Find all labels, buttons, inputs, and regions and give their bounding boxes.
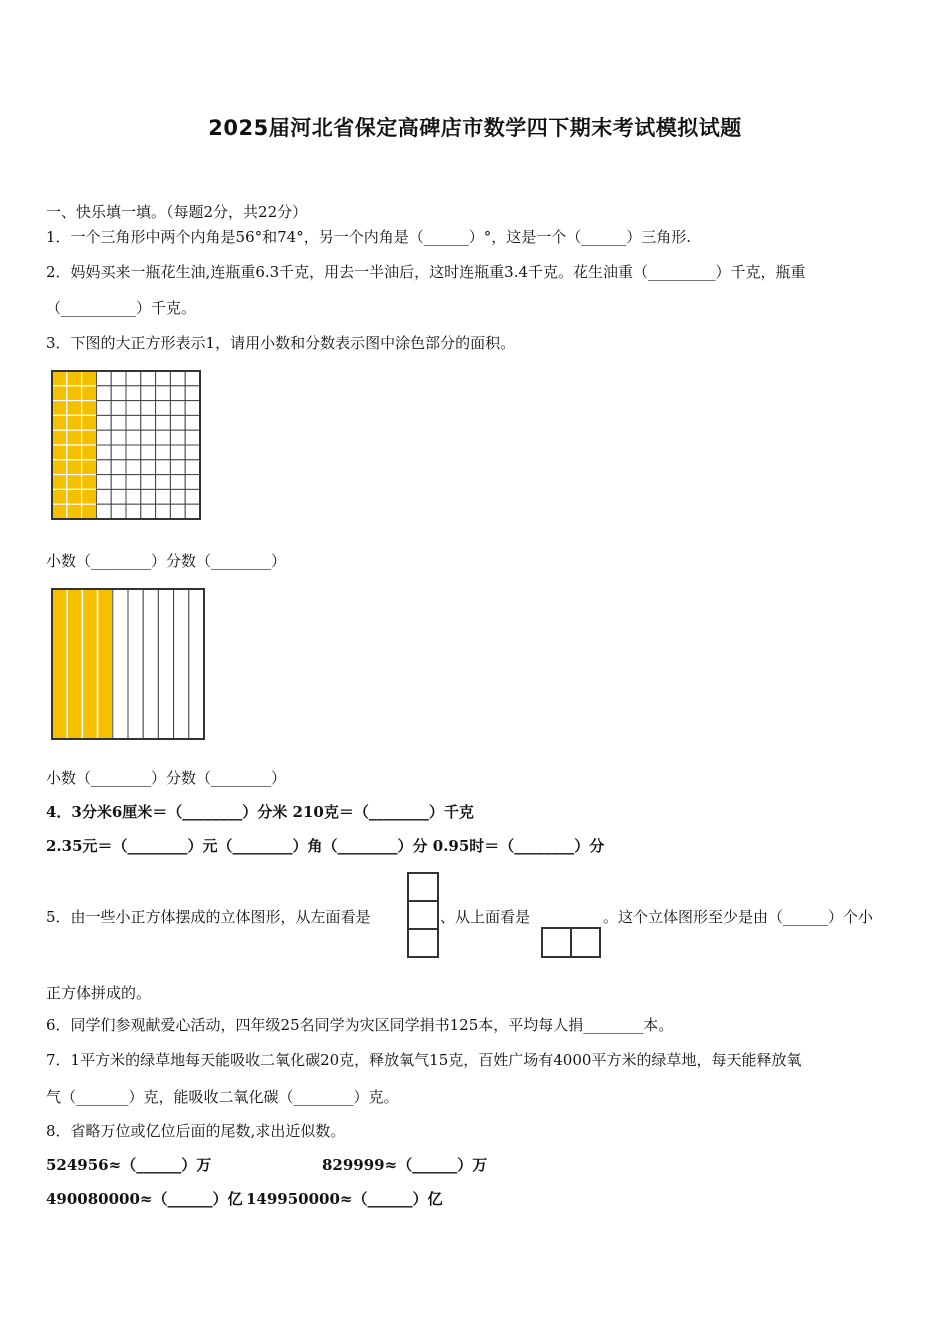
shaded-strip bbox=[82, 589, 97, 739]
question-5-part-1: 5．由一些小正方体摆成的立体图形，从左面看是 bbox=[46, 908, 371, 926]
grid-cell bbox=[170, 445, 185, 460]
shaded-cell bbox=[52, 430, 67, 445]
shaded-cell bbox=[82, 386, 97, 401]
grid-cell bbox=[111, 430, 126, 445]
question-5-part-3: 。这个立体图形至少是由（______）个小 bbox=[603, 908, 874, 926]
grid-cell bbox=[111, 401, 126, 416]
shaded-cell bbox=[82, 504, 97, 519]
strip bbox=[158, 589, 173, 739]
shaded-cell bbox=[82, 430, 97, 445]
shaded-cell bbox=[82, 460, 97, 475]
grid-cell bbox=[96, 475, 111, 490]
shaded-cell bbox=[67, 430, 82, 445]
grid-cell bbox=[126, 460, 141, 475]
strip bbox=[128, 589, 143, 739]
grid-cell bbox=[185, 415, 200, 430]
grid-cell bbox=[141, 386, 156, 401]
grid-cell bbox=[141, 489, 156, 504]
section-heading: 一、快乐填一填。（每题2分，共22分） bbox=[46, 203, 308, 221]
grid-cell bbox=[156, 415, 171, 430]
left-view-cube bbox=[407, 900, 439, 930]
question-2-line-1: 2．妈妈买来一瓶花生油,连瓶重6.3千克，用去一半油后，这时连瓶重3.4千克。花生油重（_________）千克，瓶重 bbox=[46, 263, 806, 281]
strip bbox=[113, 589, 128, 739]
grid-cell bbox=[126, 489, 141, 504]
grid-cell bbox=[96, 445, 111, 460]
grid-cell bbox=[156, 430, 171, 445]
grid-cell bbox=[141, 415, 156, 430]
grid-figure-1 bbox=[48, 368, 204, 522]
grid-cell bbox=[96, 460, 111, 475]
grid-cell bbox=[185, 430, 200, 445]
grid-cell bbox=[126, 504, 141, 519]
grid-cell bbox=[111, 415, 126, 430]
question-8-b: 829999≈（______）万 bbox=[322, 1156, 488, 1174]
shaded-cell bbox=[67, 489, 82, 504]
question-5-line-2: 正方体拼成的。 bbox=[46, 984, 152, 1002]
shaded-cell bbox=[67, 386, 82, 401]
grid-cell bbox=[185, 401, 200, 416]
shaded-cell bbox=[67, 504, 82, 519]
grid-cell bbox=[126, 430, 141, 445]
grid-cell bbox=[111, 475, 126, 490]
grid-cell bbox=[185, 489, 200, 504]
page-title: 2025届河北省保定高碑店市数学四下期末考试模拟试题 bbox=[208, 116, 742, 140]
shaded-cell bbox=[52, 460, 67, 475]
shaded-cell bbox=[82, 371, 97, 386]
grid-cell bbox=[141, 445, 156, 460]
shaded-cell bbox=[52, 489, 67, 504]
shaded-strip bbox=[52, 589, 67, 739]
left-view-cube bbox=[407, 872, 439, 902]
grid-cell bbox=[96, 504, 111, 519]
shaded-cell bbox=[67, 460, 82, 475]
question-1: 1．一个三角形中两个内角是56°和74°，另一个内角是（______）°，这是一个（______）三角形. bbox=[46, 228, 691, 246]
shaded-cell bbox=[82, 415, 97, 430]
grid-cell bbox=[141, 475, 156, 490]
grid-cell bbox=[156, 504, 171, 519]
top-view-cube bbox=[570, 927, 601, 958]
grid-cell bbox=[156, 475, 171, 490]
grid-cell bbox=[156, 401, 171, 416]
shaded-cell bbox=[82, 445, 97, 460]
grid-cell bbox=[156, 489, 171, 504]
question-5-part-2: 、从上面看是 bbox=[440, 908, 531, 926]
question-8-d: 149950000≈（______）亿 bbox=[246, 1190, 443, 1208]
grid-cell bbox=[96, 371, 111, 386]
grid-cell bbox=[111, 460, 126, 475]
shaded-cell bbox=[67, 401, 82, 416]
grid-cell bbox=[185, 445, 200, 460]
question-4-line-1: 4．3分米6厘米＝（________）分米 210克＝（________）千克 bbox=[46, 803, 474, 821]
grid-cell bbox=[141, 460, 156, 475]
grid-cell bbox=[156, 371, 171, 386]
question-6: 6．同学们参观献爱心活动，四年级25名同学为灾区同学捐书125本，平均每人捐________本。 bbox=[46, 1016, 674, 1034]
strip bbox=[189, 589, 204, 739]
grid-cell bbox=[126, 445, 141, 460]
grid-cell bbox=[126, 371, 141, 386]
top-view-cube bbox=[541, 927, 572, 958]
shaded-cell bbox=[67, 415, 82, 430]
grid-cell bbox=[170, 386, 185, 401]
strip bbox=[143, 589, 158, 739]
grid-cell bbox=[170, 430, 185, 445]
question-3-answer-1: 小数（________）分数（________） bbox=[46, 552, 287, 570]
grid-cell bbox=[96, 489, 111, 504]
grid-cell bbox=[141, 401, 156, 416]
grid-cell bbox=[170, 504, 185, 519]
grid-cell bbox=[111, 371, 126, 386]
grid-cell bbox=[170, 415, 185, 430]
grid-cell bbox=[126, 401, 141, 416]
shaded-strip bbox=[98, 589, 113, 739]
grid-cell bbox=[126, 386, 141, 401]
grid-cell bbox=[156, 460, 171, 475]
shaded-cell bbox=[67, 475, 82, 490]
shaded-cell bbox=[52, 386, 67, 401]
question-7-line-1: 7．1平方米的绿草地每天能吸收二氧化碳20克，释放氧气15克，百姓广场有4000平方米的绿草地，每天能释放氧 bbox=[46, 1051, 802, 1069]
shaded-cell bbox=[52, 445, 67, 460]
grid-cell bbox=[170, 460, 185, 475]
left-view-cube bbox=[407, 928, 439, 958]
grid-cell bbox=[170, 371, 185, 386]
grid-cell bbox=[111, 386, 126, 401]
shaded-strip bbox=[67, 589, 82, 739]
shaded-cell bbox=[82, 401, 97, 416]
question-4-line-2: 2.35元＝（________）元（________）角（________）分 0.95时＝（________）分 bbox=[46, 837, 605, 855]
shaded-cell bbox=[52, 475, 67, 490]
grid-cell bbox=[141, 430, 156, 445]
grid-cell bbox=[126, 475, 141, 490]
question-3-answer-2: 小数（________）分数（________） bbox=[46, 769, 287, 787]
question-2-line-2: （__________）千克。 bbox=[46, 299, 197, 317]
grid-cell bbox=[96, 415, 111, 430]
question-8: 8．省略万位或亿位后面的尾数,求出近似数。 bbox=[46, 1122, 346, 1140]
question-8-a: 524956≈（______）万 bbox=[46, 1156, 212, 1174]
shaded-cell bbox=[52, 371, 67, 386]
shaded-cell bbox=[67, 371, 82, 386]
question-8-c: 490080000≈（______）亿 bbox=[46, 1190, 243, 1208]
grid-cell bbox=[170, 401, 185, 416]
shaded-cell bbox=[67, 445, 82, 460]
grid-cell bbox=[96, 401, 111, 416]
grid-cell bbox=[126, 415, 141, 430]
strip bbox=[174, 589, 189, 739]
grid-cell bbox=[156, 445, 171, 460]
question-7-line-2: 气（_______）克，能吸收二氧化碳（________）克。 bbox=[46, 1088, 399, 1106]
grid-cell bbox=[141, 371, 156, 386]
shaded-cell bbox=[52, 415, 67, 430]
grid-cell bbox=[185, 504, 200, 519]
grid-cell bbox=[156, 386, 171, 401]
grid-cell bbox=[111, 489, 126, 504]
shaded-cell bbox=[52, 504, 67, 519]
shaded-cell bbox=[52, 401, 67, 416]
grid-cell bbox=[170, 489, 185, 504]
grid-cell bbox=[111, 445, 126, 460]
grid-cell bbox=[170, 475, 185, 490]
shaded-cell bbox=[82, 489, 97, 504]
question-3: 3．下图的大正方形表示1，请用小数和分数表示图中涂色部分的面积。 bbox=[46, 334, 516, 352]
grid-cell bbox=[185, 475, 200, 490]
grid-cell bbox=[185, 386, 200, 401]
shaded-cell bbox=[82, 475, 97, 490]
grid-cell bbox=[96, 386, 111, 401]
grid-cell bbox=[141, 504, 156, 519]
grid-cell bbox=[96, 430, 111, 445]
grid-cell bbox=[111, 504, 126, 519]
grid-cell bbox=[185, 371, 200, 386]
grid-cell bbox=[185, 460, 200, 475]
strip-figure-2 bbox=[48, 586, 208, 742]
